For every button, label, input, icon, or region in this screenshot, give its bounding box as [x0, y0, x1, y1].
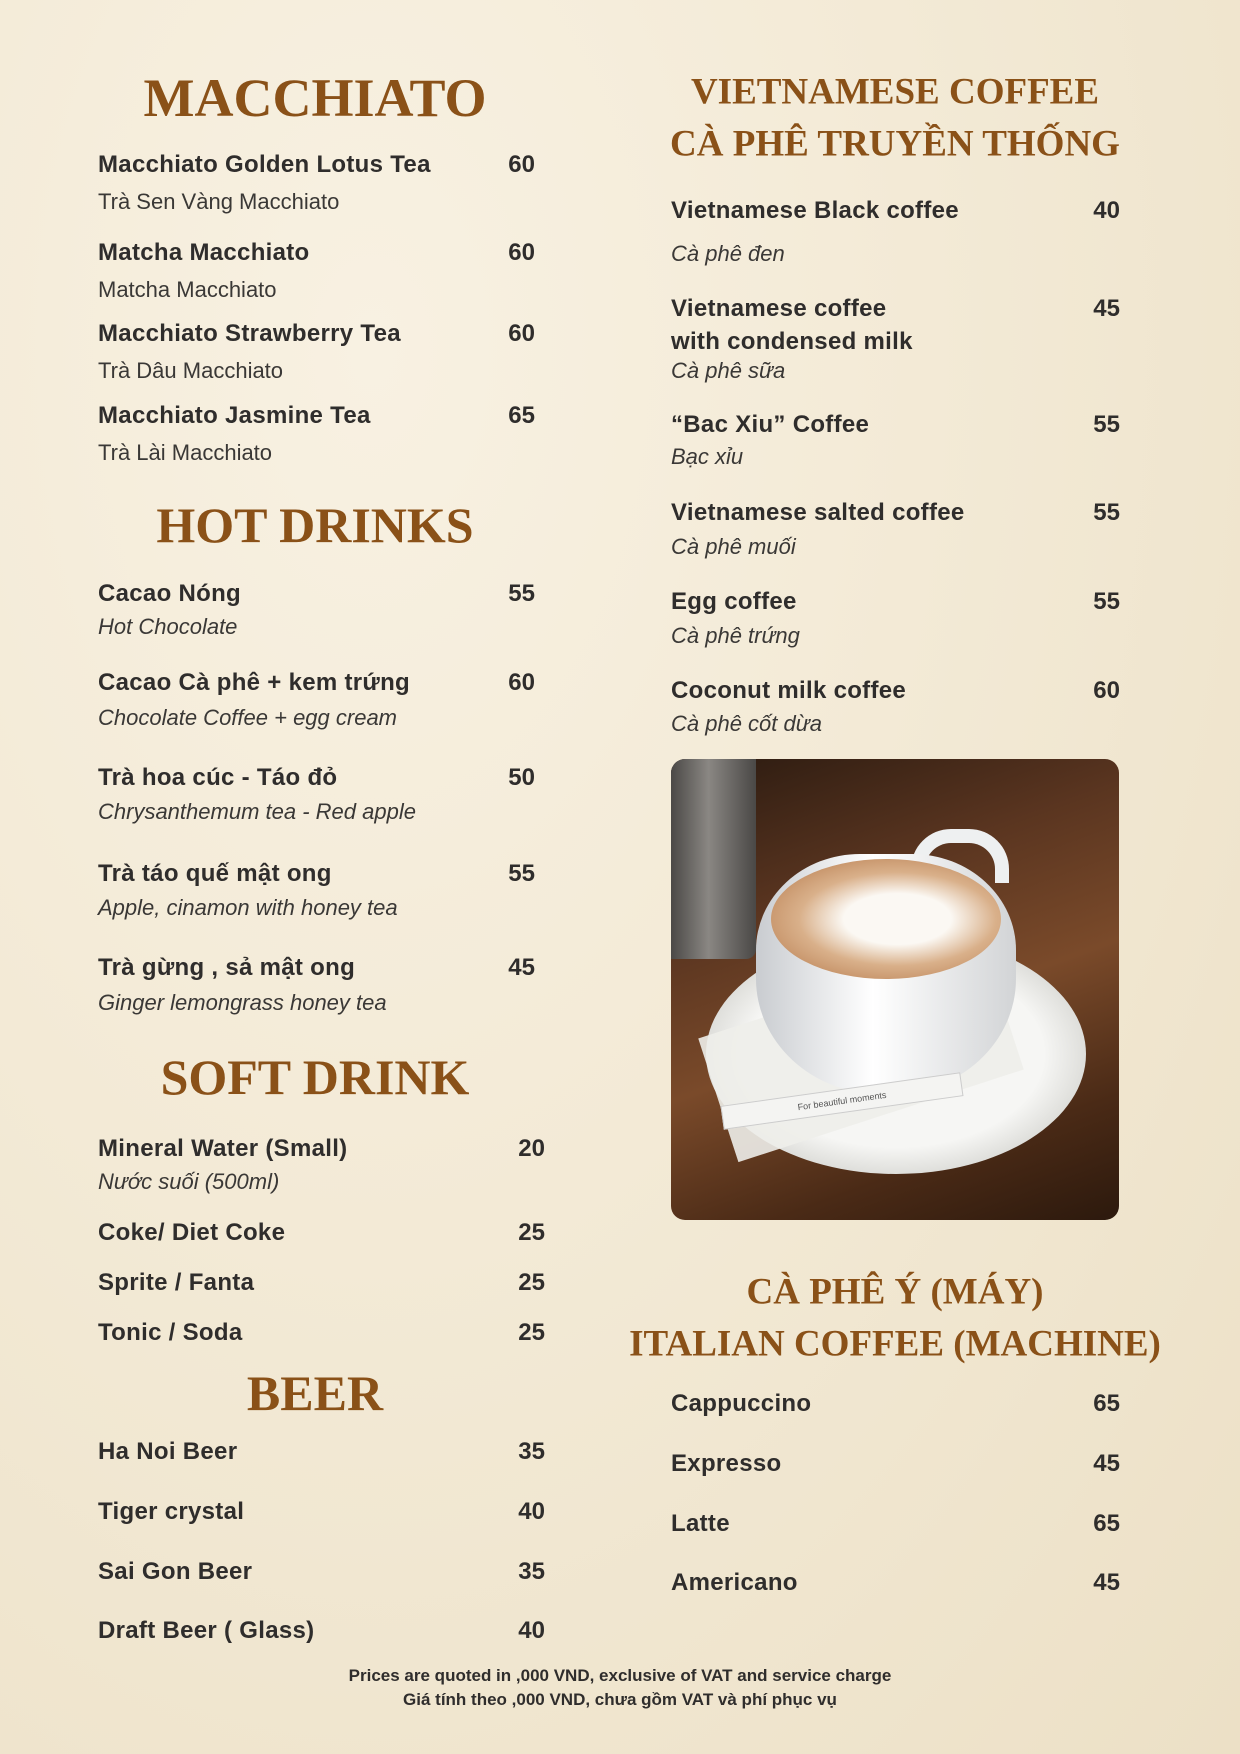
menu-item-price: 45	[1093, 1450, 1120, 1477]
section-title-vietnamese-coffee: CÀ PHÊ TRUYỀN THỐNG	[670, 123, 1120, 165]
menu-item-name: Vietnamese Black coffee	[671, 197, 959, 224]
menu-item-translation: Cà phê muối	[671, 534, 796, 559]
latte-art	[771, 859, 1001, 979]
menu-item-translation: Chrysanthemum tea - Red apple	[98, 799, 416, 824]
menu-item-name: Americano	[671, 1569, 798, 1596]
menu-item-price: 55	[508, 580, 535, 607]
menu-item-name: Cappuccino	[671, 1390, 812, 1417]
menu-item-price: 60	[1093, 677, 1120, 704]
menu-item-name: Tonic / Soda	[98, 1319, 243, 1346]
menu-item-translation: Cà phê trứng	[671, 623, 800, 648]
menu-item-price: 60	[508, 320, 535, 347]
menu-item-name: Macchiato Strawberry Tea	[98, 320, 401, 347]
menu-item-price: 20	[518, 1135, 545, 1162]
menu-item-name: Cacao Nóng	[98, 580, 242, 607]
metal-pitcher	[671, 759, 756, 959]
menu-item-translation: Bạc xỉu	[671, 444, 744, 469]
menu-item-price: 40	[518, 1617, 545, 1644]
menu-item-translation: Cà phê cốt dừa	[671, 711, 822, 736]
menu-item-name: Trà hoa cúc - Táo đỏ	[98, 764, 338, 791]
menu-item-name: Latte	[671, 1510, 730, 1537]
menu-item-price: 55	[1093, 411, 1120, 438]
menu-item-name: Vietnamese salted coffee	[671, 499, 965, 526]
menu-item-price: 35	[518, 1438, 545, 1465]
menu-item-translation: Trà Sen Vàng Macchiato	[98, 189, 340, 214]
menu-item-name: “Bac Xiu” Coffee	[671, 411, 870, 438]
menu-item-price: 65	[1093, 1390, 1120, 1417]
menu-item-name: Ha Noi Beer	[98, 1438, 238, 1465]
menu-item-name: Matcha Macchiato	[98, 239, 310, 266]
section-title-macchiato: MACCHIATO	[143, 68, 487, 128]
menu-item-name: Trà gừng , sả mật ong	[98, 954, 356, 981]
menu-item-price: 55	[1093, 588, 1120, 615]
menu-item-price: 25	[518, 1269, 545, 1296]
menu-item-name: Cacao Cà phê + kem trứng	[98, 669, 411, 696]
menu-item-price: 60	[508, 151, 535, 178]
section-title-italian-coffee: CÀ PHÊ Ý (MÁY)	[746, 1271, 1044, 1313]
menu-item-name: Macchiato Golden Lotus Tea	[98, 151, 431, 178]
menu-item-price: 50	[508, 764, 535, 791]
menu-item-price: 45	[1093, 1569, 1120, 1596]
menu-item-name: Egg coffee	[671, 588, 797, 615]
menu-item-translation: Matcha Macchiato	[98, 277, 277, 302]
menu-item-name: Macchiato Jasmine Tea	[98, 402, 371, 429]
section-title-beer: BEER	[246, 1365, 384, 1421]
section-title-vietnamese-coffee: VIETNAMESE COFFEE	[690, 71, 1100, 113]
menu-item-price: 45	[508, 954, 535, 981]
menu-item-price: 45	[1093, 295, 1120, 322]
menu-item-price: 40	[1093, 197, 1120, 224]
menu-item-name: Expresso	[671, 1450, 782, 1477]
menu-item-translation: Hot Chocolate	[98, 614, 238, 639]
menu-item-price: 55	[1093, 499, 1120, 526]
menu-item-price: 40	[518, 1498, 545, 1525]
menu-item-translation: Cà phê sữa	[671, 358, 786, 383]
menu-item-translation: Chocolate Coffee + egg cream	[98, 705, 398, 730]
menu-item-name: Trà táo quế mật ong	[98, 860, 332, 887]
menu-item-name-line2: with condensed milk	[671, 328, 913, 355]
coffee-photo	[671, 759, 1119, 1220]
section-title-soft-drink: SOFT DRINK	[160, 1049, 470, 1105]
menu-item-price: 60	[508, 669, 535, 696]
menu-item-name: Tiger crystal	[98, 1498, 245, 1525]
menu-item-name: Sai Gon Beer	[98, 1558, 253, 1585]
menu-item-name: Coconut milk coffee	[671, 677, 907, 704]
menu-item-name: Vietnamese coffee	[671, 295, 887, 322]
footer-note-en: Prices are quoted in ,000 VND, exclusive of VAT and service charge	[348, 1666, 892, 1685]
menu-item-price: 35	[518, 1558, 545, 1585]
menu-item-price: 65	[1093, 1510, 1120, 1537]
menu-item-price: 65	[508, 402, 535, 429]
menu-item-price: 25	[518, 1219, 545, 1246]
menu-item-name: Coke/ Diet Coke	[98, 1219, 286, 1246]
menu-item-translation: Nước suối (500ml)	[98, 1169, 280, 1194]
menu-item-price: 25	[518, 1319, 545, 1346]
section-title-hot-drinks: HOT DRINKS	[156, 497, 474, 553]
section-title-italian-coffee: ITALIAN COFFEE (MACHINE)	[629, 1323, 1161, 1365]
sugar-stick: For beautiful moments	[721, 1072, 964, 1129]
menu-item-name: Mineral Water (Small)	[98, 1135, 348, 1162]
menu-item-translation: Apple, cinamon with honey tea	[98, 895, 398, 920]
menu-item-price: 60	[508, 239, 535, 266]
menu-item-translation: Ginger lemongrass honey tea	[98, 990, 387, 1015]
menu-item-name: Sprite / Fanta	[98, 1269, 255, 1296]
menu-item-translation: Trà Dâu Macchiato	[98, 358, 284, 383]
footer-note-vi: Giá tính theo ,000 VND, chưa gồm VAT và phí phục vụ	[403, 1690, 837, 1709]
menu-item-name: Draft Beer ( Glass)	[98, 1617, 315, 1644]
menu-item-translation: Trà Lài Macchiato	[98, 440, 273, 465]
menu-item-translation: Cà phê đen	[671, 241, 785, 266]
menu-item-price: 55	[508, 860, 535, 887]
